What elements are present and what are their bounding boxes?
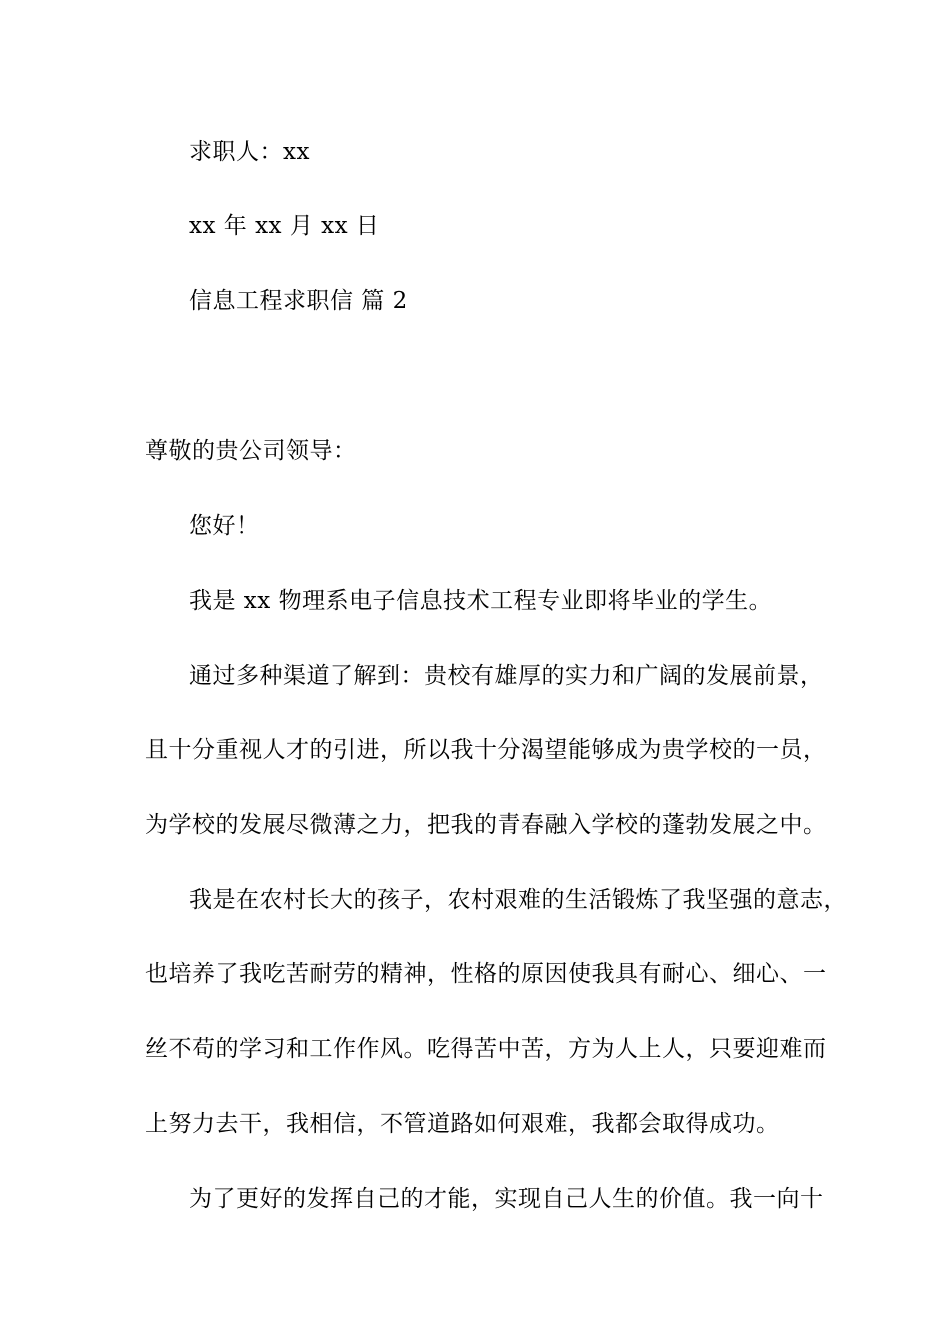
paragraph-line: 且十分重视人才的引进，所以我十分渴望能够成为贵学校的一员， <box>145 737 827 763</box>
paragraph-line: 上努力去干，我相信，不管道路如何艰难，我都会取得成功。 <box>145 1111 780 1137</box>
section-heading: 信息工程求职信 篇 2 <box>189 288 408 314</box>
paragraph-line: 通过多种渠道了解到：贵校有雄厚的实力和广阔的发展前景， <box>189 663 824 689</box>
paragraph-line: 为了更好的发挥自己的才能，实现自己人生的价值。我一向十 <box>189 1186 824 1212</box>
paragraph-line: 为学校的发展尽微薄之力，把我的青春融入学校的蓬勃发展之中。 <box>145 812 827 838</box>
greeting: 您好！ <box>189 513 260 539</box>
signature-line: 求职人：xx <box>189 139 310 165</box>
paragraph-line: 也培养了我吃苦耐劳的精神，性格的原因使我具有耐心、细心、一 <box>145 961 827 987</box>
date-line: xx 年 xx 月 xx 日 <box>189 213 380 239</box>
paragraph-line: 丝不苟的学习和工作作风。吃得苦中苦，方为人上人，只要迎难而 <box>145 1036 827 1062</box>
paragraph-line: 我是 xx 物理系电子信息技术工程专业即将毕业的学生。 <box>189 588 773 614</box>
paragraph-line: 我是在农村长大的孩子，农村艰难的生活锻炼了我坚强的意志， <box>189 887 847 913</box>
salutation: 尊敬的贵公司领导： <box>145 438 357 464</box>
